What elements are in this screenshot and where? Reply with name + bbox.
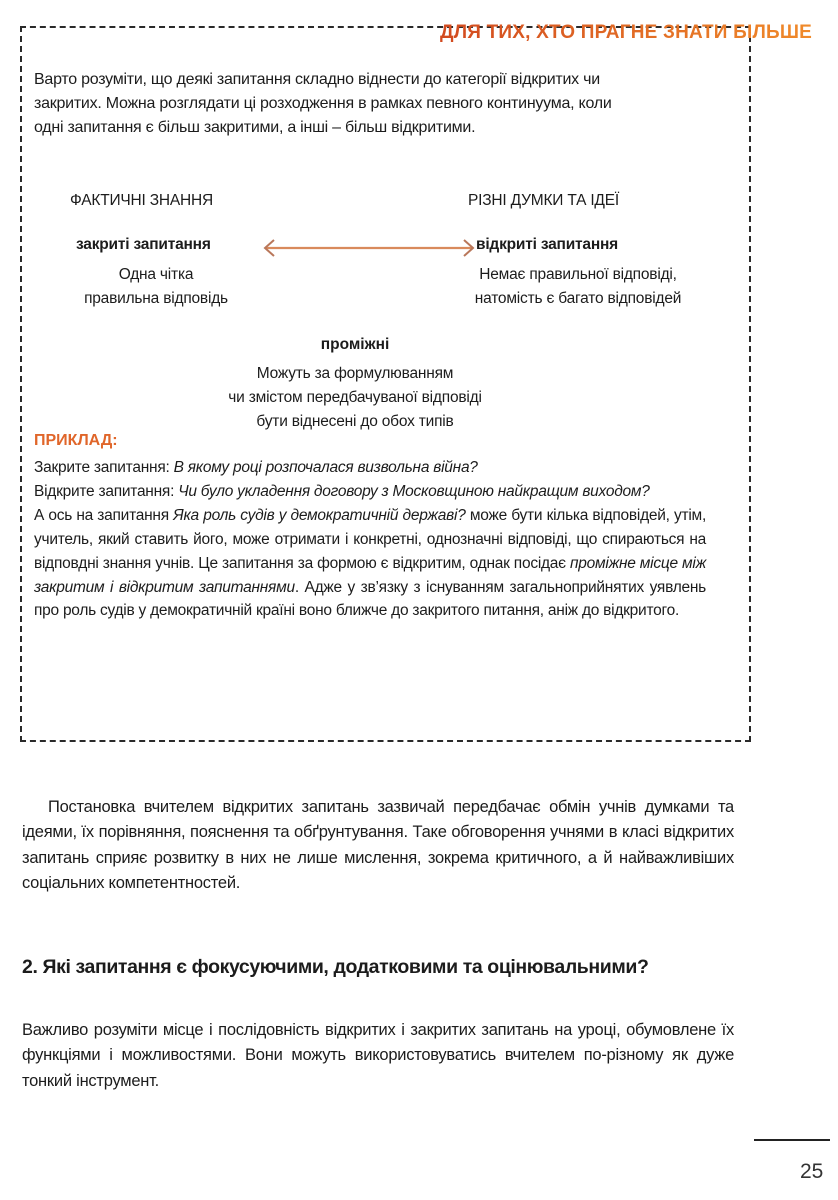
- closed-example: [34, 456, 706, 480]
- example-label: ПРИКЛАД:: [34, 432, 118, 449]
- open-questions-desc: [438, 263, 718, 311]
- page-number: 25: [800, 1160, 824, 1183]
- italic-question: Яка роль судів у демократичній державі?: [173, 506, 466, 524]
- closed-questions-desc: [56, 263, 256, 311]
- text-run: може бути кілька відповідей, утім, учитель, який ставить його, може отримати і конкретні, однозначні відповіді, що спираються на відповдні знання учнів. Це запитання за формою є відкритим, однак посідає: [34, 506, 707, 572]
- intermediate-desc: [160, 362, 550, 434]
- open-example-question: Чи було укладення договору з Московщиною найкращим виходом?: [178, 482, 650, 500]
- desc-line: бути віднесені до обох типів: [256, 413, 454, 430]
- footer-rule: [754, 1139, 830, 1141]
- desc-line: чи змістом передбачуваної відповіді: [228, 389, 482, 406]
- desc-line: правильна відповідь: [84, 290, 228, 307]
- intro-line: закритих. Можна розглядати ці розходження в рамках певного континуума, коли: [34, 95, 612, 112]
- body-paragraph-1: Постановка вчителем відкритих запитань зазвичай передбачає обмін учнів думками та ідеями, їх порівняння, пояснення та обґрунтування. Таке обговорення учнями в класі відкритих запитань сприяє розвитку в них не лише мислення, зокрема критичного, а й найважливіших соціальних компетентностей.: [22, 798, 734, 892]
- open-example-prefix: Відкрите запитання:: [34, 482, 179, 500]
- open-questions-label: відкриті запитання: [476, 236, 619, 253]
- closed-example-question: В якому році розпочалася визвольна війна?: [173, 459, 478, 476]
- factual-knowledge-heading: ФАКТИЧНІ ЗНАННЯ: [70, 192, 214, 209]
- intro-line: Варто розуміти, що деякі запитання складно віднести до категорії відкритих чи: [34, 71, 600, 88]
- diverse-opinions-heading: РІЗНІ ДУМКИ ТА ІДЕЇ: [468, 192, 619, 209]
- box-intro: [34, 68, 714, 140]
- desc-line: натомість є багато відповідей: [474, 290, 682, 307]
- desc-line: Немає правильної відповіді,: [479, 266, 677, 283]
- intermediate-label: проміжні: [320, 336, 390, 353]
- double-arrow-icon: [262, 238, 476, 258]
- desc-line: Можуть за формулюванням: [256, 365, 454, 382]
- closed-questions-label: закриті запитання: [76, 236, 211, 253]
- open-example: [34, 480, 706, 504]
- intro-line: одні запитання є більш закритими, а інші – більш відкритими.: [34, 119, 476, 136]
- text-run: . Адже у зв’язку з існуванням загальноприйнятих уявлень про роль судів у демократичній країні воно ближче до закритого питання, аніж до відкритого.: [34, 578, 707, 620]
- example-body: [34, 456, 706, 623]
- italic-phrase: проміжне місце між закритим і відкритим запитаннями: [34, 554, 706, 596]
- box-title: ДЛЯ ТИХ, ХТО ПРАГНЕ ЗНАТИ БІЛЬШЕ: [439, 22, 812, 43]
- section-heading: 2. Які запитання є фокусуючими, додатковими та оцінювальними?: [22, 956, 649, 978]
- desc-line: Одна чітка: [118, 266, 194, 283]
- text-run: А ось на запитання: [34, 506, 174, 524]
- body-paragraph-2: Важливо розуміти місце і послідовність відкритих і закритих запитань на уроці, обумовлене їх функціями і можливостями. Вони можуть використовуватись вчителем по-різному як дуже тонкий інструмент.: [22, 1021, 734, 1090]
- closed-example-prefix: Закрите запитання:: [34, 459, 174, 476]
- example-paragraph: [34, 504, 706, 624]
